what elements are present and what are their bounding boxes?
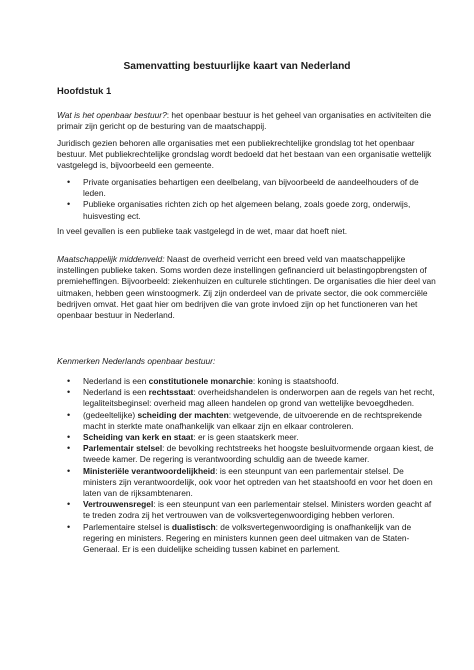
definition-text: : het openbaar bestuur is het geheel van organisaties en activiteiten die primair zijn gericht op de besturing van de maatschappij. — [57, 110, 432, 132]
list-item: • Parlementaire stelsel is dualistisch: de volksvertegenwoordiging is onafhankelijk van de regering en ministers. Regering en ministers kunnen geen deel uitmaken van de Staten-Generaal. Er is een duidelijke scheiding tussen kabinet en parlement. — [67, 521, 412, 555]
term: Parlementair stelsel — [83, 443, 163, 454]
term: rechtsstaat — [148, 387, 194, 398]
middenveld-text: Naast de overheid verricht een breed veld van maatschappelijke instellingen publieke taken. Soms worden deze instellingen gefinancierd uit belastingopbrengsten of premieheffingen. Bijvoorbeeld: ziekenhuizen en culturele stichtingen. De organisaties die hier deel van uitmaken, hebben geen winstoogmerk. Zij zijn onderdeel van de private sector, die ook commerciële bedrijven omvat. Het gaat hier om bedrijven die van grote invloed zijn op het functioneren van het openbaar bestuur in Nederland. — [57, 254, 436, 321]
bullet-icon: • — [67, 387, 71, 398]
section-heading: Kenmerken Nederlands openbaar bestuur: — [57, 356, 216, 366]
document-title: Samenvatting bestuurlijke kaart van Nederland — [123, 61, 351, 72]
organisation-list — [57, 177, 437, 222]
list-item: • Nederland is een constitutionele monarchie: koning is staatshoofd. — [67, 376, 339, 386]
bullet-icon: • — [67, 521, 71, 532]
paragraph-middenveld — [57, 254, 437, 321]
list-item: • Vertrouwensregel: is een steunpunt van een parlementair stelsel. Ministers worden geacht af te treden zodra zij het vertrouwen van de volksvertegenwoordiging hebben verloren. — [67, 499, 432, 521]
bullet-icon: • — [67, 499, 71, 510]
term: dualistisch — [171, 521, 216, 532]
bullet-icon: • — [67, 376, 71, 386]
list-item-text: Publieke organisaties richten zich op het algemeen belang, zoals goede zorg, onderwijs, huisvesting ect. — [83, 199, 411, 221]
definition-term: Wat is het openbaar bestuur? — [57, 110, 167, 120]
list-item — [57, 177, 437, 199]
paragraph-legal: Juridisch gezien behoren alle organisaties met een publiekrechtelijke grondslag tot het openbaar bestuur. Met publiekrechtelijke grondslag wordt bedoeld dat het bestaan van een organisatie wettelijk vastgelegd is, bijvoorbeeld een gemeente. — [57, 138, 432, 171]
term: Ministeriële verantwoordelijkheid — [83, 465, 216, 476]
paragraph-definition — [57, 110, 437, 132]
bullet-icon: • — [67, 465, 71, 476]
list-item-text: Private organisaties behartigen een deelbelang, van bijvoorbeeld de aandeelhouders of de leden. — [83, 177, 419, 199]
middenveld-term: Maatschappelijk middenveld: — [57, 254, 165, 264]
paragraph-public-task: In veel gevallen is een publieke taak vastgelegd in de wet, maar dat hoeft niet. — [57, 226, 348, 236]
list-item: • Ministeriële verantwoordelijkheid: is een steunpunt van een parlementair stelsel. De ministers zijn verantwoordelijk, ook voor het optreden van het staatshoofd en voor het doen en laten van de rijksambtenaren. — [67, 465, 433, 499]
characteristics-list — [57, 376, 437, 555]
bullet-icon: • — [67, 199, 71, 210]
bullet-icon: • — [67, 177, 71, 187]
bullet-icon: • — [67, 409, 71, 420]
list-item: • Nederland is een rechtsstaat: overheidshandelen is onderworpen aan de regels van het recht, legaliteitsbeginsel: overheid mag alleen handelen op grond van wettelijke bevoegdheden. — [67, 387, 435, 409]
list-item: • (gedeeltelijke) scheiding der machten: wetgevende, de uitvoerende en de rechtsprekende macht in sterkte mate onafhankelijk van elkaar zijn en elkaar controleren. — [67, 409, 422, 431]
list-item: • Parlementair stelsel: de bevolking rechtstreeks het hoogste besluitvormende orgaan kiest, de tweede kamer. De regering is verantwoording schuldig aan de tweede kamer. — [67, 443, 434, 465]
list-item — [57, 199, 437, 221]
term: constitutionele monarchie — [148, 376, 253, 386]
term: scheiding der machten — [137, 409, 229, 420]
list-item: • Scheiding van kerk en staat: er is geen staatskerk meer. — [67, 432, 299, 443]
bullet-icon: • — [67, 432, 71, 443]
bullet-icon: • — [67, 443, 71, 454]
chapter-heading: Hoofdstuk 1 — [57, 85, 112, 96]
term: Vertrouwensregel — [83, 499, 154, 510]
term: Scheiding van kerk en staat — [83, 432, 194, 443]
